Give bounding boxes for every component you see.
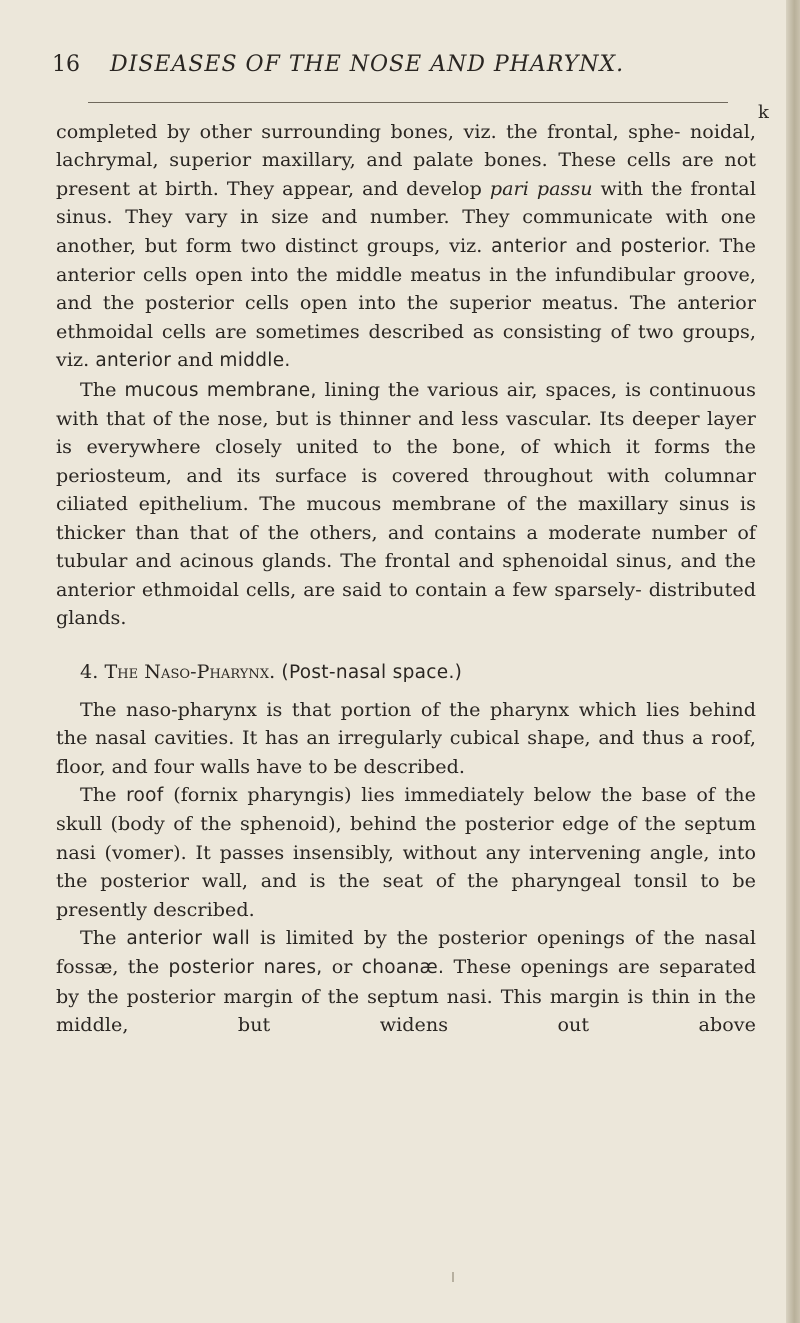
body-text xyxy=(56,118,756,1040)
text-run: The xyxy=(80,782,127,806)
running-title: DISEASES OF THE NOSE AND PHARYNX. xyxy=(110,52,625,77)
paragraph-ethmoidal-cells xyxy=(56,118,756,376)
emphasis-term: mucous membrane, xyxy=(124,379,317,401)
emphasis-term: posterior nares, xyxy=(168,957,323,979)
text-run: or xyxy=(322,955,362,979)
emphasis-term: choanæ. xyxy=(361,957,445,979)
section-gap xyxy=(56,632,756,658)
emphasis-term: middle. xyxy=(219,350,291,372)
emphasis-term: anterior xyxy=(491,235,567,257)
emphasis-term: posterior. xyxy=(620,235,711,257)
text-run: The naso-pharynx is that portion of the pharynx which lies behind the nasal cavities. It has an irregularly cubical shape, and thus a roof, floor, and four walls have to be described. xyxy=(56,697,756,778)
text-run: lining the various air, spaces, is continuous with that of the nose, but is thinner and less vascular. Its deeper layer is everywhere closely united to the bone, of which it forms the periosteum, and its surface is covered throughout with columnar ciliated epithelium. The mucous membrane of the maxillary sinus is thicker than that of the others, and contains a moderate number of tubular and acinous glands. The frontal and sphenoidal sinus, and the anterior ethmoidal cells, are said to contain a few sparsely- distributed glands. xyxy=(56,377,756,629)
page-edge xyxy=(786,0,800,1323)
section-heading xyxy=(56,658,756,687)
text-run: completed by other surrounding bones, viz. the frontal, sphe- noidal, lachrymal, superior maxillary, and palate bones. These cells are not present at birth. They appear, and develop xyxy=(56,120,756,200)
section-title: The Naso-Pharynx. xyxy=(104,660,276,684)
heading-gap xyxy=(56,688,756,696)
page-header xyxy=(52,52,742,82)
section-number: 4. xyxy=(80,660,99,684)
text-run: These openings are separated by the posterior margin of the septum nasi. This margin is thin in the middle, but widens out above xyxy=(56,955,756,1037)
text-run: (fornix pharyngis) lies immediately below the base of the skull (body of the sphenoid), behind the posterior edge of the septum nasi (vomer). It passes insensibly, without any intervening angle, into the posterior wall, and is the seat of the pharyngeal tonsil to be presently described. xyxy=(56,782,756,921)
paper-speck xyxy=(452,1272,454,1282)
text-run: The xyxy=(80,377,125,401)
text-run: and xyxy=(566,233,621,257)
paragraph-anterior-wall xyxy=(56,924,756,1040)
emphasis-term: roof xyxy=(126,784,164,806)
margin-mark: k xyxy=(758,102,769,123)
paragraph-roof xyxy=(56,781,756,924)
emphasis-term: anterior wall xyxy=(126,927,251,949)
text-run: The anterior cells open into the middle meatus in the infundibular groove, and the posterior cells open into the superior meatus. The anterior ethmoidal cells are sometimes described as consisting of two groups, viz. xyxy=(56,233,756,372)
text-run: with the frontal sinus. They vary in size and number. They communicate with one another, but form two distinct groups, viz. xyxy=(56,176,756,257)
text-run: is limited by the posterior openings of the nasal fossæ, the xyxy=(56,925,756,979)
header-rule xyxy=(88,102,728,103)
text-run: The xyxy=(80,925,127,949)
paragraph-naso-pharynx xyxy=(56,696,756,781)
page-number: 16 xyxy=(52,52,80,77)
emphasis-term: anterior xyxy=(95,350,172,372)
section-subtitle: (Post-nasal space.) xyxy=(281,662,463,684)
italic-phrase: pari passu xyxy=(489,176,593,200)
text-run: and xyxy=(171,348,220,372)
paragraph-mucous-membrane xyxy=(56,376,756,633)
